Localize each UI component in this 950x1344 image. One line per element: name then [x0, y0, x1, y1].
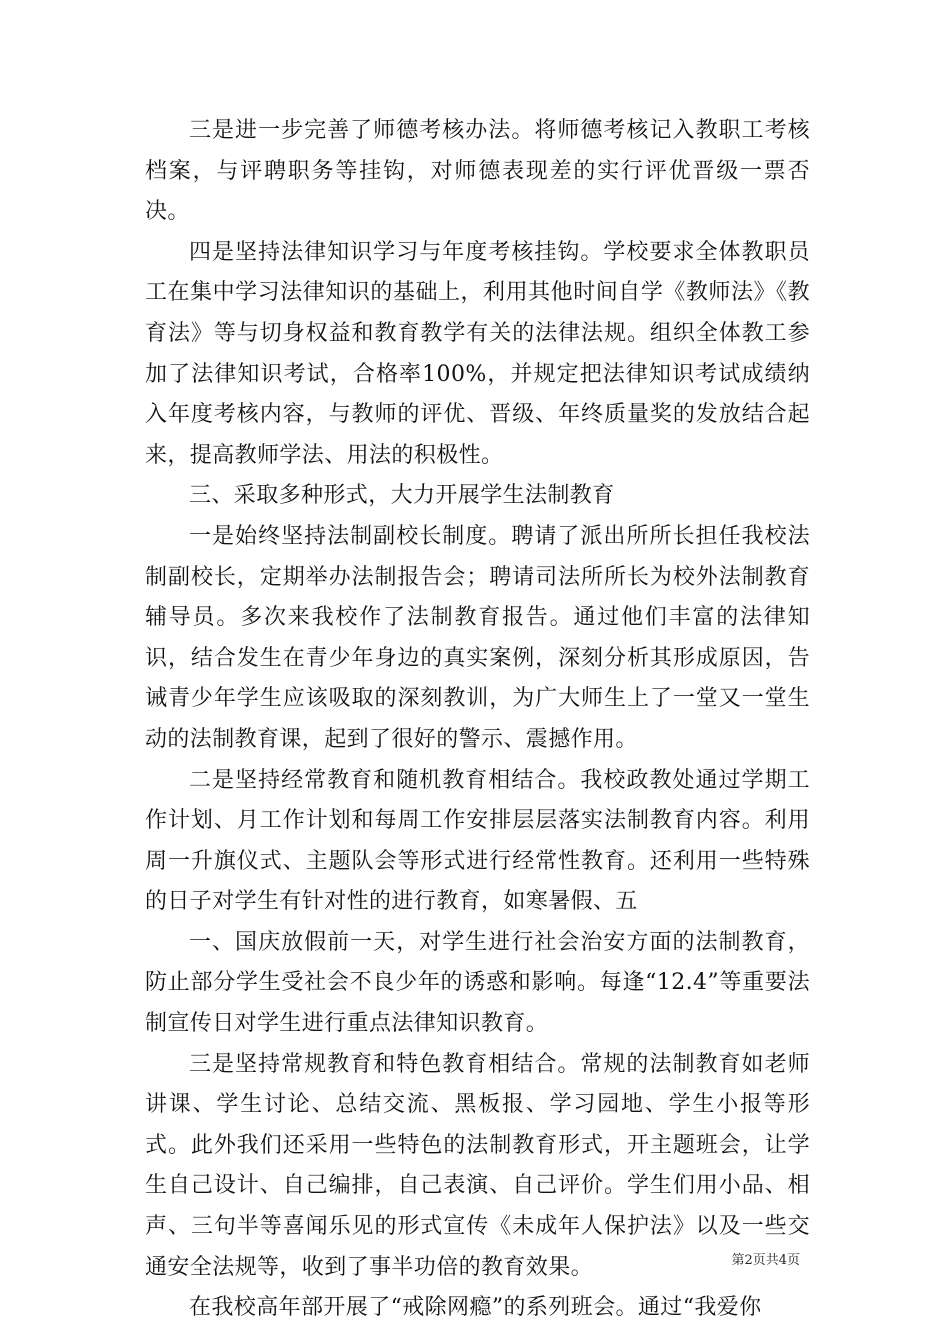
paragraph-regular-and-occasional-education: 二是坚持经常教育和随机教育相结合。我校政教处通过学期工作计划、月工作计划和每周工作安排层层落实法制教育内容。利用周一升旗仪式、主题队会等形式进行经常性教育。还利用一些特殊的日子对学生有针对性的进行教育，如寒暑假、五	[145, 767, 810, 915]
paragraph-national-day-education: 一、国庆放假前一天，对学生进行社会治安方面的法制教育，防止部分学生受社会不良少年的诱惑和影响。每逢“12.4”等重要法制宣传日对学生进行重点法律知识教育。	[145, 929, 810, 1037]
paragraph-internet-addiction-class: 在我校高年部开展了“戒除网瘾”的系列班会。通过“我爱你	[189, 1295, 762, 1321]
paragraph-routine-and-special-education: 三是坚持常规教育和特色教育相结合。常规的法制教育如老师讲课、学生讨论、总结交流、黑板报、学习园地、学生小报等形式。此外我们还采用一些特色的法制教育形式，开主题班会，让学生自己设计、自己编排，自己表演、自己评价。学生们用小品、相声、三句半等喜闻乐见的形式宣传《未成年人保护法》以及一些交通安全法规等，收到了事半功倍的教育效果。	[145, 1051, 810, 1280]
section-heading-student-legal-education: 三、采取多种形式，大力开展学生法制教育	[189, 483, 615, 509]
document-body	[145, 111, 810, 1329]
paragraph-teacher-ethics-assessment: 三是进一步完善了师德考核办法。将师德考核记入教职工考核档案，与评聘职务等挂钩，对师德表现差的实行评优晋级一票否决。	[145, 118, 810, 225]
paragraph-legal-vice-principal: 一是始终坚持法制副校长制度。聘请了派出所所长担任我校法制副校长，定期举办法制报告会；聘请司法所所长为校外法制教育辅导员。多次来我校作了法制教育报告。通过他们丰富的法律知识，结合发生在青少年身边的真实案例，深刻分析其形成原因，告诫青少年学生应该吸取的深刻教训，为广大师生上了一堂又一堂生动的法制教育课，起到了很好的警示、震撼作用。	[145, 523, 810, 752]
paragraph-law-study-assessment: 四是坚持法律知识学习与年度考核挂钩。学校要求全体教职员工在集中学习法律知识的基础上，利用其他时间自学《教师法》《教育法》等与切身权益和教育教学有关的法律法规。组织全体教工参加了法律知识考试，合格率100%，并规定把法律知识考试成绩纳入年度考核内容，与教师的评优、晋级、年终质量奖的发放结合起来，提高教师学法、用法的积极性。	[145, 239, 810, 468]
page-number-footer: 第2页共4页	[731, 1253, 800, 1268]
